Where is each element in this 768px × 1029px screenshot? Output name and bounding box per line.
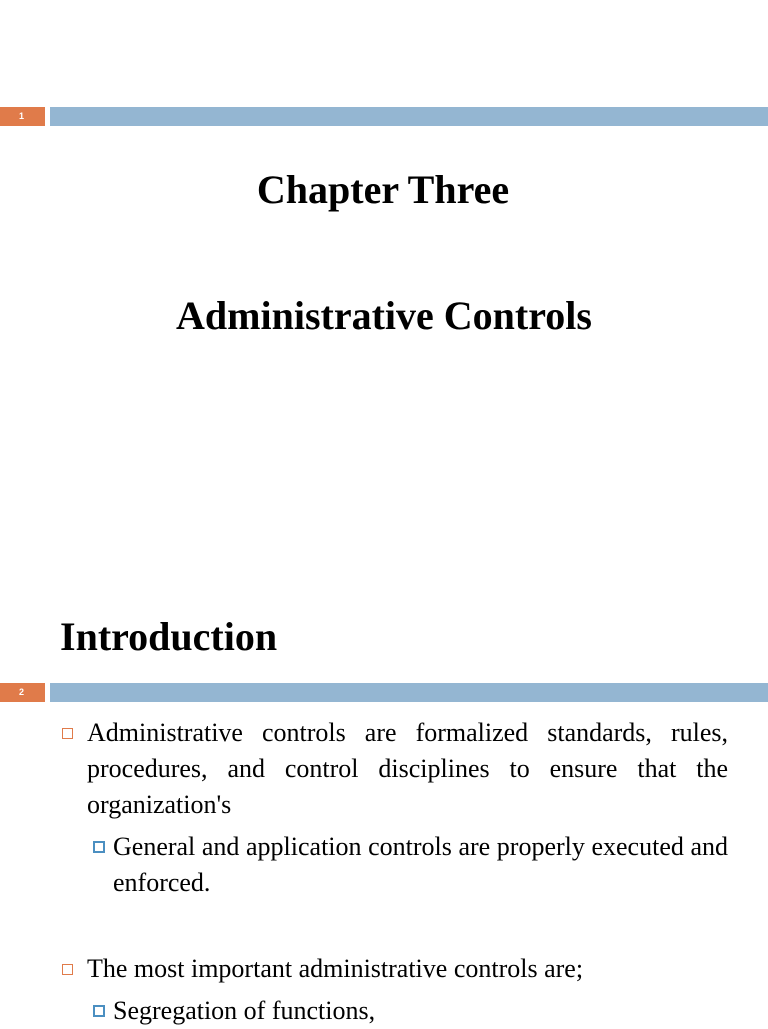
slide-1-number: 1 xyxy=(0,107,45,126)
slide-1-header-bar xyxy=(0,107,768,126)
slide-2-number: 2 xyxy=(0,683,45,702)
slide-2-header-strip xyxy=(50,683,768,702)
square-bullet-icon xyxy=(62,728,73,739)
slide-1-header-strip xyxy=(50,107,768,126)
sub-bullet-item xyxy=(113,829,728,901)
square-bullet-icon xyxy=(93,841,105,853)
bullet-text: The most important administrative controls are; xyxy=(87,954,584,983)
bullet-item xyxy=(87,951,728,987)
slide-1-title: Chapter Three xyxy=(256,167,510,212)
slide-2-title: Introduction xyxy=(60,614,278,659)
sub-bullet-text: General and application controls are properly executed and enforced. xyxy=(113,832,728,897)
slide-2-header-bar xyxy=(0,683,768,702)
square-bullet-icon xyxy=(93,1005,105,1017)
bullet-item xyxy=(87,715,728,823)
square-bullet-icon xyxy=(62,964,73,975)
sub-bullet-text: Segregation of functions, xyxy=(113,996,376,1025)
slide-1-subtitle: Administrative Controls xyxy=(176,293,592,338)
bullet-text: Administrative controls are formalized standards, rules, procedures, and control disciplines to ensure that the organization's xyxy=(87,718,728,819)
